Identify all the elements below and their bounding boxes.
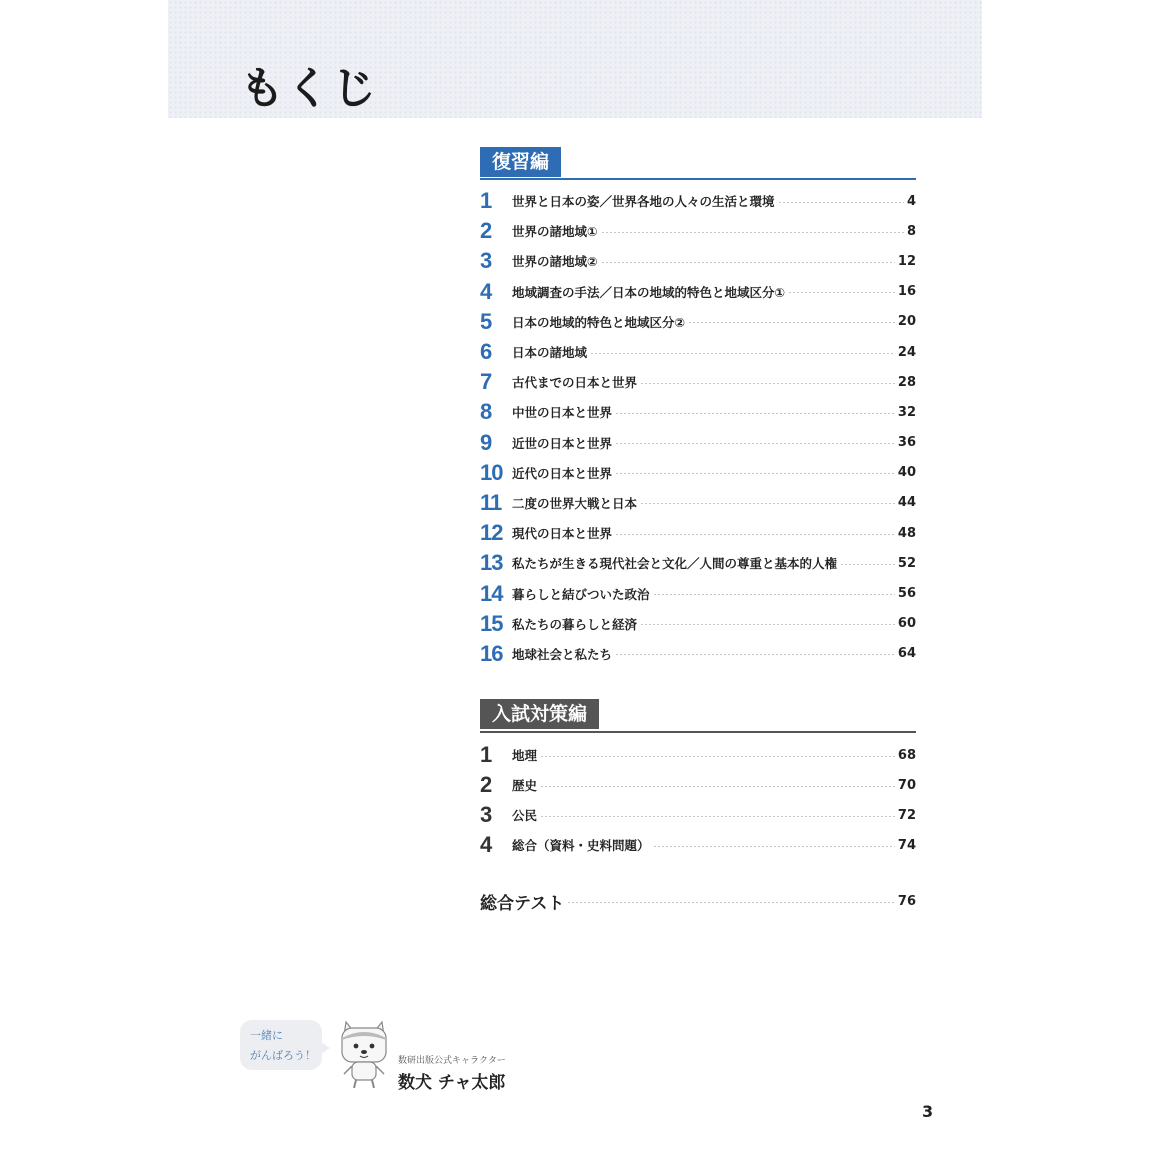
page-ref: 64 [897,646,916,662]
chapter-title: 私たちが生きる現代社会と文化／人間の尊重と基本的人権 [512,556,838,572]
chapter-title: 地理 [512,748,538,763]
page-ref: 24 [897,344,916,360]
chapter-number: 16 [480,640,503,666]
chapter-title: 公民 [512,808,538,823]
chapter-title: 日本の諸地域 [512,345,588,361]
exam-toc-row[interactable] [480,740,916,770]
page-ref: 20 [897,314,916,330]
leader-dots [615,413,895,414]
review-toc-row[interactable] [480,428,916,458]
review-toc-row[interactable] [480,216,916,246]
chapter-title: 私たちの暮らしと経済 [512,616,638,632]
page-ref: 52 [897,555,916,571]
chapter-number: 1 [480,742,492,767]
leader-dots [540,786,895,787]
leader-dots [640,503,895,504]
mascot-caption: 数研出版公式キャラクター [398,1056,506,1066]
review-toc-row[interactable] [480,609,916,639]
page-ref: 72 [897,807,916,823]
leader-dots [688,322,895,323]
page-ref: 70 [897,777,916,793]
page-ref: 36 [897,435,916,451]
chapter-number: 5 [480,308,492,334]
review-toc-row[interactable] [480,578,916,608]
review-toc-row[interactable] [480,458,916,488]
page-ref: 4 [906,193,916,209]
leader-dots [590,353,895,354]
chapter-title: 地域調査の手法／日本の地域的特色と地域区分① [512,284,786,300]
leader-dots [615,443,895,444]
chapter-number: 4 [480,278,492,304]
chapter-number: 7 [480,369,492,395]
chapter-title: 近代の日本と世界 [512,465,613,481]
page-title: もくじ [240,63,378,114]
page-number: 3 [922,1102,934,1121]
page-ref: 40 [897,465,916,481]
dog-mascot-icon [336,1018,392,1090]
chapter-title: 総合（資料・史料問題） [512,838,650,853]
chapter-number: 4 [480,832,492,857]
page-ref: 8 [906,223,916,239]
review-toc-row[interactable] [480,367,916,397]
chapter-number: 2 [480,218,492,244]
chapter-number: 14 [480,580,503,606]
review-section-badge: 復習編 [480,147,561,177]
bubble-line-1: 一緒に [250,1029,283,1042]
page-ref: 56 [897,586,916,602]
final-test-title: 総合テスト [480,893,565,914]
chapter-title: 近世の日本と世界 [512,435,613,451]
exam-section-rule [480,731,916,733]
chapter-title: 日本の地域的特色と地域区分② [512,314,686,330]
leader-dots [601,232,904,233]
leader-dots [567,902,895,903]
review-section-rule [480,178,916,180]
chapter-number: 8 [480,399,492,425]
page-ref: 16 [897,284,916,300]
chapter-title: 世界と日本の姿／世界各地の人々の生活と環境 [512,194,775,210]
review-toc-row[interactable] [480,186,916,216]
chapter-number: 15 [480,610,503,636]
leader-dots [601,262,895,263]
page-ref: 74 [897,837,916,853]
bubble-line-2: がんばろう！ [250,1049,316,1062]
chapter-title: 歴史 [512,778,538,793]
page-ref: 28 [897,374,916,390]
page-ref: 60 [897,616,916,632]
chapter-number: 9 [480,429,492,455]
chapter-title: 中世の日本と世界 [512,405,613,421]
chapter-number: 10 [480,459,503,485]
leader-dots [615,534,895,535]
review-toc-row[interactable] [480,246,916,276]
chapter-number: 1 [480,188,492,214]
review-toc-row[interactable] [480,518,916,548]
review-toc-row[interactable] [480,639,916,669]
review-toc-row[interactable] [480,277,916,307]
page-ref: 48 [897,525,916,541]
speech-bubble [240,1020,322,1070]
chapter-title: 地球社会と私たち [512,646,613,662]
leader-dots [840,564,895,565]
chapter-number: 12 [480,520,503,546]
review-toc-list [480,186,916,669]
page-ref: 68 [897,747,916,763]
review-toc-row[interactable] [480,337,916,367]
exam-section-badge: 入試対策編 [480,699,599,729]
exam-toc-row[interactable] [480,800,916,830]
exam-toc-row[interactable] [480,830,916,860]
chapter-number: 3 [480,248,492,274]
leader-dots [540,816,895,817]
leader-dots [615,473,895,474]
chapter-title: 古代までの日本と世界 [512,375,638,391]
page-ref: 12 [897,253,916,269]
exam-toc-row[interactable] [480,770,916,800]
leader-dots [778,202,904,203]
leader-dots [653,846,895,847]
chapter-title: 暮らしと結びついた政治 [512,586,650,602]
leader-dots [640,383,895,384]
chapter-number: 13 [480,550,503,576]
chapter-number: 3 [480,802,492,827]
review-toc-row[interactable] [480,488,916,518]
leader-dots [640,624,895,625]
leader-dots [788,292,895,293]
exam-toc-list [480,740,916,860]
final-test-row[interactable] [480,886,916,916]
review-toc-row[interactable] [480,307,916,337]
chapter-number: 11 [480,489,502,515]
chapter-number: 2 [480,772,492,797]
final-test-page: 76 [897,893,916,909]
page-ref: 44 [897,495,916,511]
chapter-title: 現代の日本と世界 [512,526,613,542]
review-toc-row[interactable] [480,397,916,427]
leader-dots [540,756,895,757]
chapter-title: 世界の諸地域① [512,224,598,240]
chapter-title: 二度の世界大戦と日本 [512,495,638,511]
page-ref: 32 [897,404,916,420]
leader-dots [653,594,895,595]
chapter-number: 6 [480,339,492,365]
review-toc-row[interactable] [480,548,916,578]
chapter-title: 世界の諸地域② [512,254,598,270]
leader-dots [615,654,895,655]
mascot-name: 数犬 チャ太郎 [398,1073,506,1093]
